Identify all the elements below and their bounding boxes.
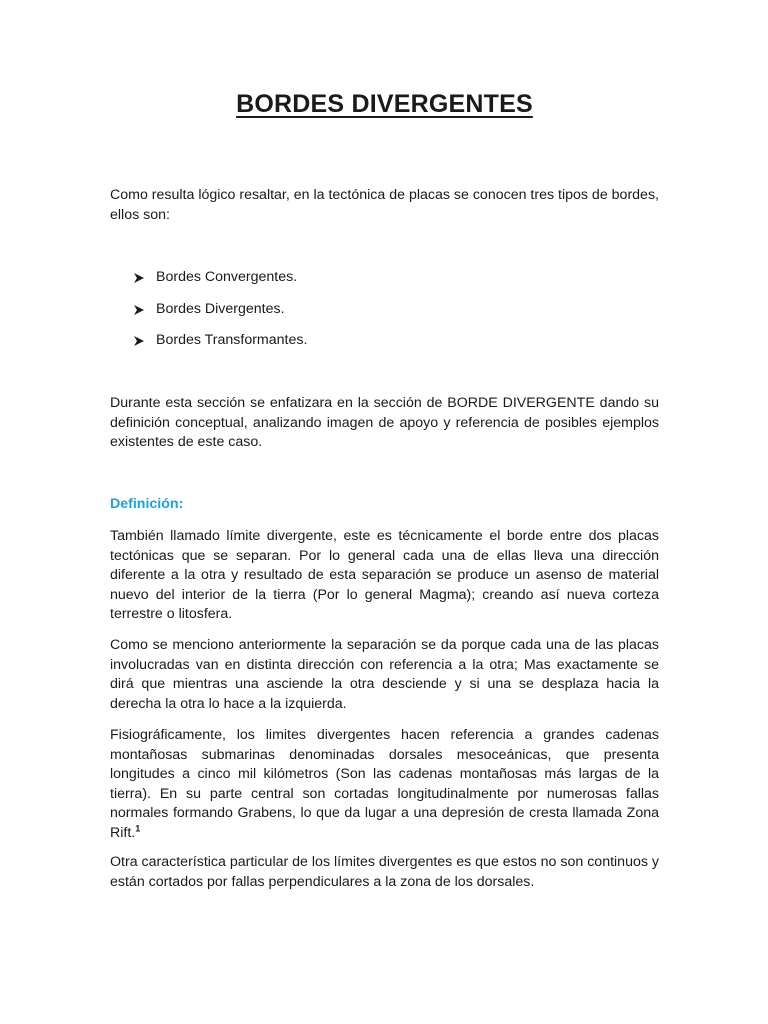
definition-paragraph-4: Otra característica particular de los límites divergentes es que estos no son continuos y están cortados por fallas perpendiculares a la zona de los dorsales. — [110, 854, 659, 890]
definition-heading: Definición: — [110, 496, 184, 512]
list-item-label: Bordes Divergentes. — [156, 300, 285, 317]
definition-paragraph-3 — [110, 726, 659, 844]
definition-paragraph-1: También llamado límite divergente, este es técnicamente el borde entre dos placas tectónicas que se separan. Por lo general cada una de ellas lleva una dirección diferente a la otra y resultado de esta separación se produce un asenso de material nuevo del interior de la tierra (Por lo general Magma); creando así nueva corteza terrestre o litosfera. — [110, 528, 659, 623]
section-intro-paragraph: Durante esta sección se enfatizara en la sección de BORDE DIVERGENTE dando su definición conceptual, analizando imagen de apoyo y referencia de posibles ejemplos existentes de este caso. — [110, 395, 659, 451]
arrowhead-bullet-icon — [134, 300, 146, 320]
document-title — [110, 88, 659, 120]
definition-paragraph-3-text: Fisiográficamente, los limites divergentes hacen referencia a grandes cadenas montañosas submarinas denominadas dorsales mesoceánicas, que presenta longitudes a cinco mil kilómetros (Son las cadenas montañosas más largas de la tierra). En su parte central son cortadas longitudinalmente por numerosas fallas normales formando Grabens, lo que da lugar a una depresión de cresta llamada Zona Rift. — [110, 727, 659, 841]
intro-paragraph: Como resulta lógico resaltar, en la tectónica de placas se conocen tres tipos de bordes, ellos son: — [110, 187, 659, 223]
footnote-marker[interactable]: 1 — [135, 823, 141, 834]
list-item-label: Bordes Transformantes. — [156, 332, 308, 348]
arrowhead-bullet-icon — [134, 268, 146, 288]
list-item — [134, 300, 307, 332]
arrowhead-bullet-icon — [134, 331, 146, 351]
list-item-label: Bordes Convergentes. — [156, 269, 298, 285]
document-title-text: BORDES DIVERGENTES — [236, 90, 533, 118]
list-item — [134, 268, 307, 300]
definition-paragraph-2: Como se menciono anteriormente la separación se da porque cada una de las placas involucradas van en distinta dirección con referencia a la otra; Mas exactamente se dirá que mientras una asciende la otra desciende y si una se desplaza hacia la derecha la otra lo hace a la izquierda. — [110, 637, 659, 712]
border-types-list — [134, 268, 307, 363]
list-item — [134, 331, 307, 363]
